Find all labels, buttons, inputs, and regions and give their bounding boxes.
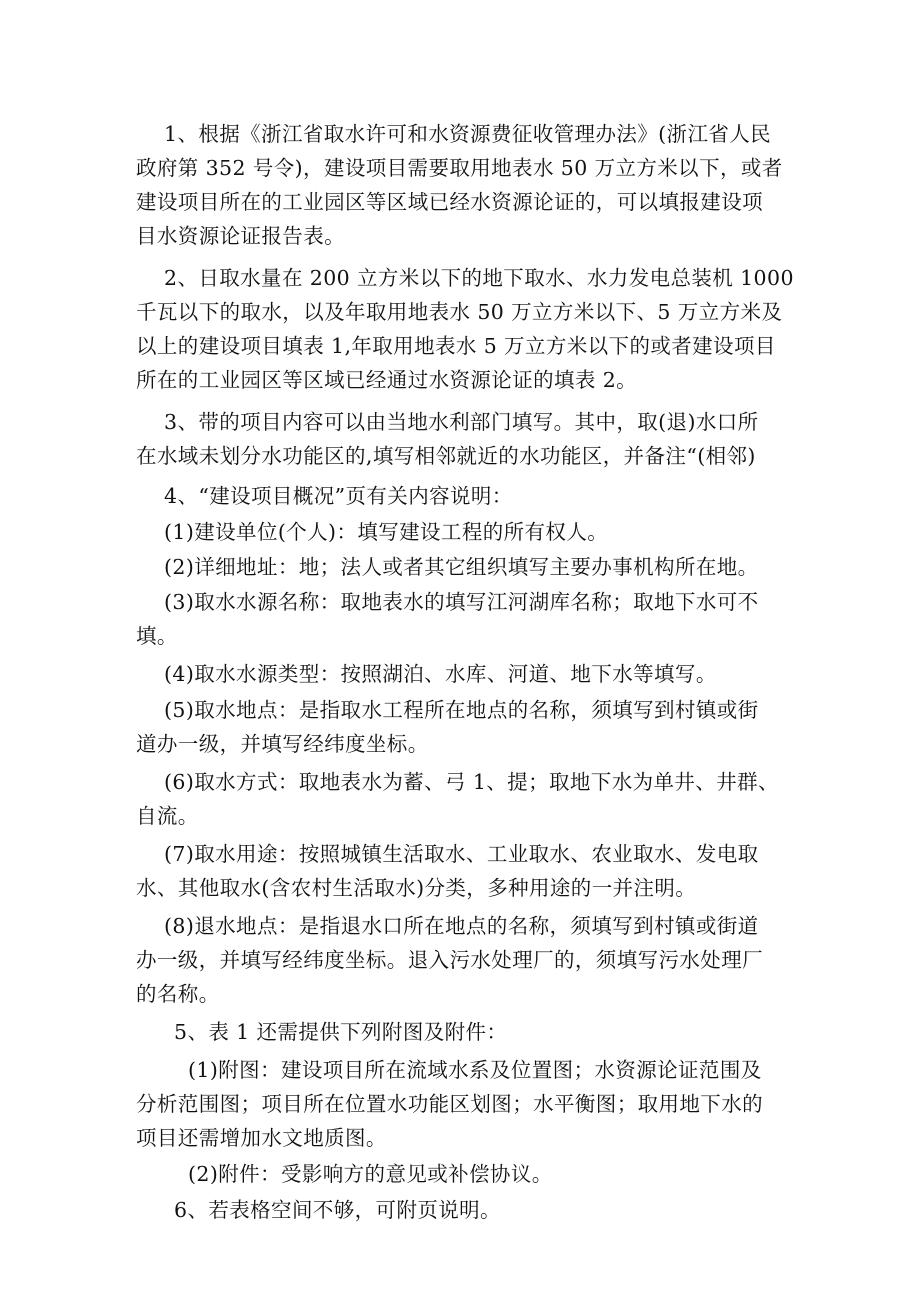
text-line: (3)取水水源名称：取地表水的填写江河湖库名称；取地下水可不 xyxy=(164,590,759,614)
text-line: (2)附件：受影响方的意见或补偿协议。 xyxy=(188,1162,553,1186)
text-line: 自流。 xyxy=(136,804,199,828)
text-line: (7)取水用途：按照城镇生活取水、工业取水、农业取水、发电取 xyxy=(164,842,759,866)
text-line: (4)取水水源类型：按照湖泊、水库、河道、地下水等填写。 xyxy=(164,662,717,686)
text-line: 建设项目所在的工业园区等区域已经水资源论证的，可以填报建设项 xyxy=(136,190,763,214)
text-line: 办一级，并填写经纬度坐标。退入污水处理厂的，须填写污水处理厂 xyxy=(136,948,763,972)
text-line: 3、带的项目内容可以由当地水利部门填写。其中，取(退)水口所 xyxy=(164,410,759,434)
text-line: (1)附图：建设项目所在流域水系及位置图；水资源论证范围及 xyxy=(188,1058,762,1082)
text-line: (1)建设单位(个人)：填写建设工程的所有权人。 xyxy=(164,520,609,544)
text-line: 以上的建设项目填表 1,年取用地表水 5 万立方米以下的或者建设项目 xyxy=(136,334,776,358)
text-line: 2、日取水量在 200 立方米以下的地下取水、水力发电总装机 1000 xyxy=(164,266,794,290)
text-line: 项目还需增加水文地质图。 xyxy=(136,1126,387,1150)
text-line: 千瓦以下的取水，以及年取用地表水 50 万立方米以下、5 万立方米及 xyxy=(136,300,783,324)
text-line: 4、“建设项目概况”页有关内容说明： xyxy=(164,484,513,508)
text-line: 的名称。 xyxy=(136,982,220,1006)
text-line: 政府第 352 号令)，建设项目需要取用地表水 50 万立方米以下，或者 xyxy=(136,156,783,180)
text-line: (8)退水地点：是指退水口所在地点的名称，须填写到村镇或街道 xyxy=(164,914,759,938)
text-line: 1、根据《浙江省取水许可和水资源费征收管理办法》(浙江省人民 xyxy=(164,122,772,146)
text-line: 目水资源论证报告表。 xyxy=(136,224,345,248)
text-line: 水、其他取水(含农村生活取水)分类，多种用途的一并注明。 xyxy=(136,876,697,900)
text-line: 分析范围图；项目所在位置水功能区划图；水平衡图；取用地下水的 xyxy=(136,1092,763,1116)
text-line: 在水域未划分水功能区的,填写相邻就近的水功能区，并备注“(相邻) xyxy=(136,444,756,468)
text-line: (6)取水方式：取地表水为蓄、弓 1、提；取地下水为单井、井群、 xyxy=(164,770,779,794)
text-line: 5、表 1 还需提供下列附图及附件： xyxy=(174,1020,508,1044)
text-line: 道办一级，并填写经纬度坐标。 xyxy=(136,732,429,756)
text-line: 6、若表格空间不够，可附页说明。 xyxy=(174,1198,501,1222)
text-line: (2)详细地址：地；法人或者其它组织填写主要办事机构所在地。 xyxy=(164,555,759,579)
text-line: (5)取水地点：是指取水工程所在地点的名称，须填写到村镇或街 xyxy=(164,698,759,722)
text-line: 填。 xyxy=(136,624,178,648)
text-line: 所在的工业园区等区域已经通过水资源论证的填表 2。 xyxy=(136,368,638,392)
